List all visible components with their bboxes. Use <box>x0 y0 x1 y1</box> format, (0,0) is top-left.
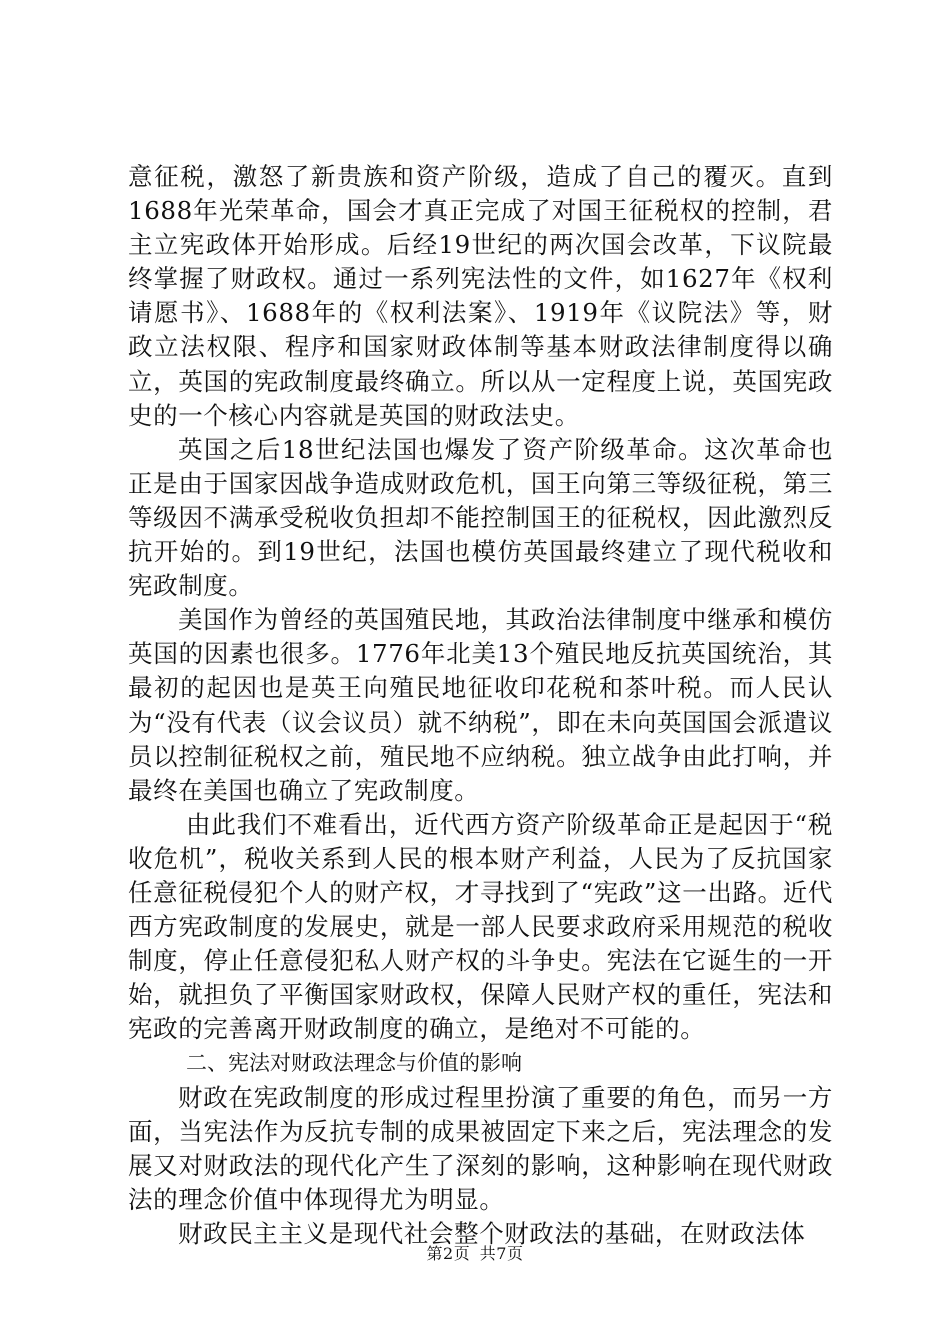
paragraph-3: 美国作为曾经的英国殖民地，其政治法律制度中继承和模仿英国的因素也很多。1776年北美13个殖民地反抗英国统治，其最初的起因也是英王向殖民地征收印花税和茶叶税。而人民认为“没有代表（议会议员）就不纳税”，即在未向英国国会派遣议员以控制征税权之前，殖民地不应纳税。独立战争由此打响，并最终在美国也确立了宪政制度。 <box>128 605 833 805</box>
paragraph-4: 由此我们不难看出，近代西方资产阶级革命正是起因于“税收危机”，税收关系到人民的根本财产利益，人民为了反抗国家任意征税侵犯个人的财产权，才寻找到了“宪政”这一出路。近代西方宪政制度的发展史，就是一部人民要求政府采用规范的税收制度，停止任意侵犯私人财产权的斗争史。宪法在它诞生的一开始，就担负了平衡国家财政权，保障人民财产权的重任，宪法和宪政的完善离开财政制度的确立，是绝对不可能的。 <box>128 809 833 1044</box>
page-number: 第2页 <box>426 1244 471 1263</box>
page-footer <box>0 1244 950 1264</box>
document-body <box>128 160 833 1251</box>
paragraph-5: 财政在宪政制度的形成过程里扮演了重要的角色，而另一方面，当宪法作为反抗专制的成果被固定下来之后，宪法理念的发展又对财政法的现代化产生了深刻的影响，这种影响在现代财政法的理念价值中体现得尤为明显。 <box>128 1082 833 1214</box>
paragraph-6: 财政民主主义是现代社会整个财政法的基础，在财政法体 <box>178 1218 806 1248</box>
section-heading: 二、宪法对财政法理念与价值的影响 <box>186 1051 522 1076</box>
page-total: 共7页 <box>479 1244 524 1263</box>
paragraph-1: 意征税，激怒了新贵族和资产阶级，造成了自己的覆灭。直到1688年光荣革命，国会才真正完成了对国王征税权的控制，君主立宪政体开始形成。后经19世纪的两次国会改革，下议院最终掌握了财政权。通过一系列宪法性的文件，如1627年《权利请愿书》、1688年的《权利法案》、1919年《议院法》等，财政立法权限、程序和国家财政体制等基本财政法律制度得以确立，英国的宪政制度最终确立。所以从一定程度上说，英国宪政史的一个核心内容就是英国的财政法史。 <box>128 162 833 430</box>
paragraph-2: 英国之后18世纪法国也爆发了资产阶级革命。这次革命也正是由于国家因战争造成财政危机，国王向第三等级征税，第三等级因不满承受税收负担却不能控制国王的征税权，因此激烈反抗开始的。到19世纪，法国也模仿英国最终建立了现代税收和宪政制度。 <box>128 434 833 601</box>
